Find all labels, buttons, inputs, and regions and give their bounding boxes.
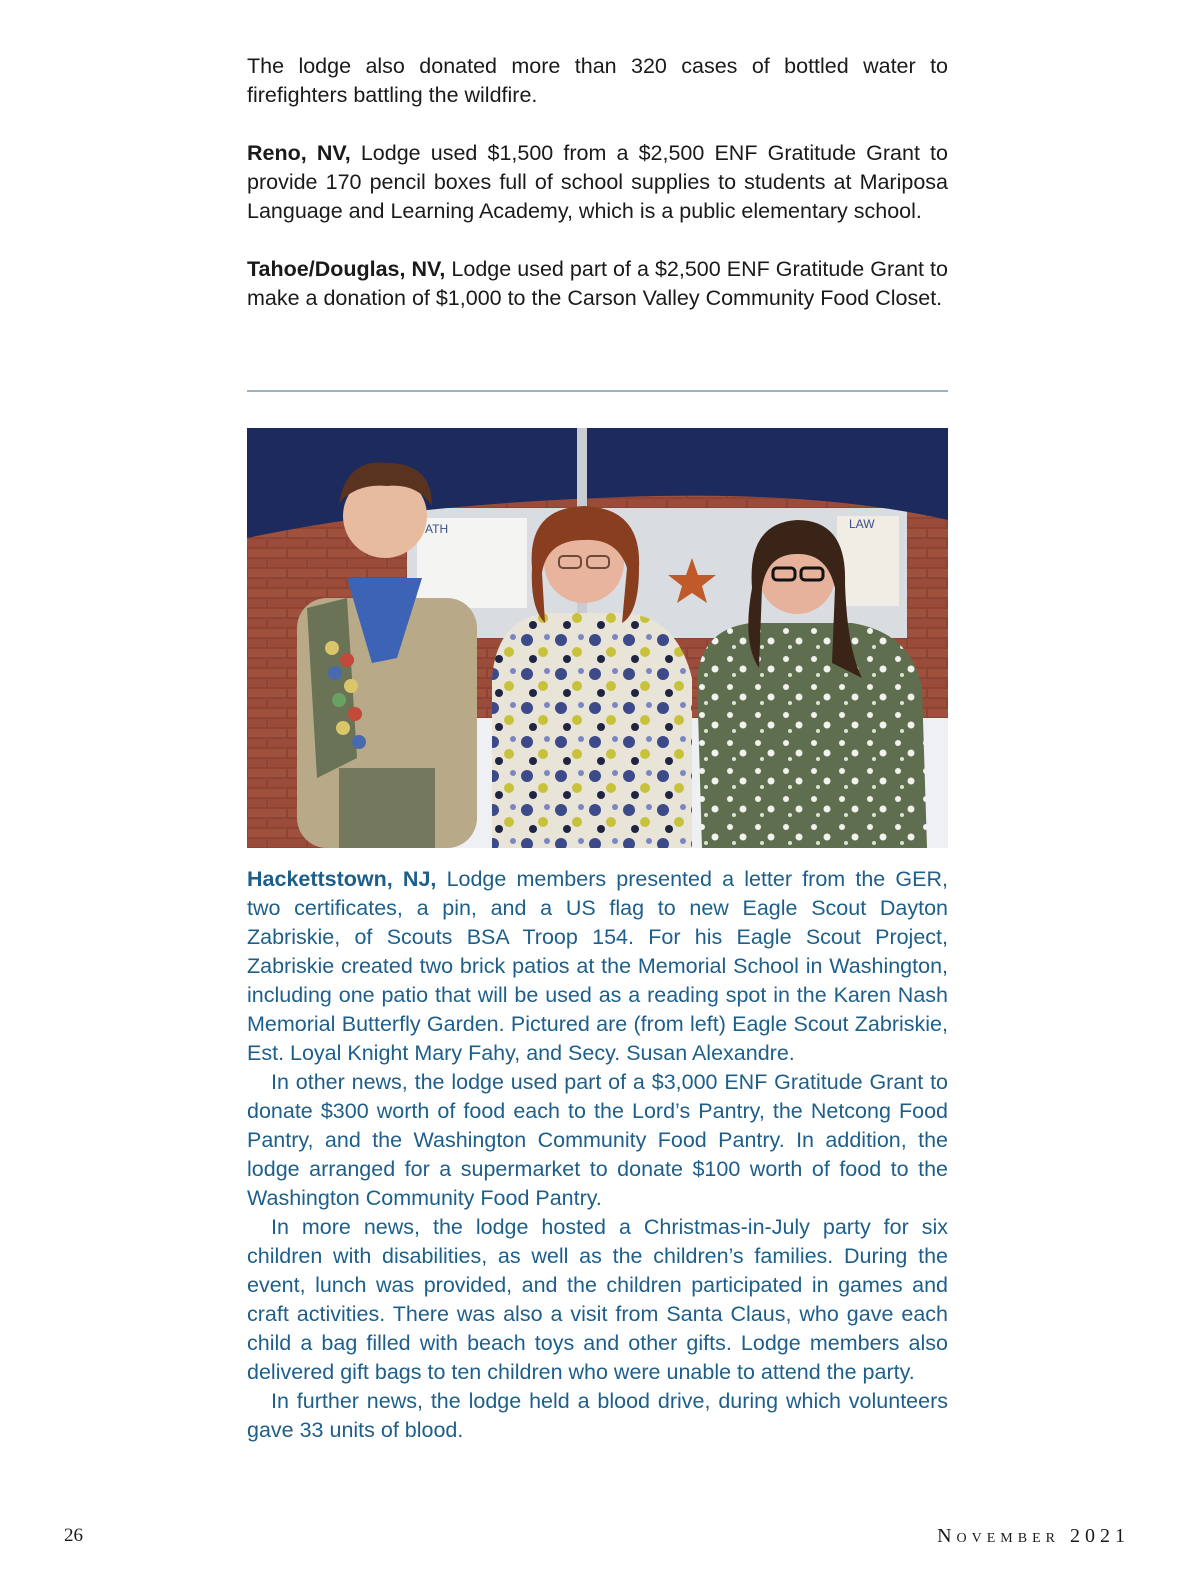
lodge-name-reno: Reno, NV,: [247, 141, 351, 165]
lodge-name-tahoe: Tahoe/Douglas, NV,: [247, 257, 446, 281]
photo-caption: [247, 865, 948, 1445]
sign-text-left: ATH: [425, 522, 449, 536]
paragraph-water-donation: The lodge also donated more than 320 cases of bottled water to firefighters battling the wildfire.: [247, 54, 948, 107]
article-top: [247, 52, 948, 313]
caption-hackettstown: [247, 865, 948, 1068]
paragraph-reno: [247, 139, 948, 226]
paragraph-christmas-party: In more news, the lodge hosted a Christmas-in-July party for six children with disabilities, as well as the children’s families. During the event, lunch was provided, and the children participated in games and craft activities. There was also a visit from Santa Claus, who gave each child a bag filled with beach toys and other gifts. Lodge members also delivered gift bags to ten children who were unable to attend the party.: [247, 1215, 948, 1384]
paragraph-reno-body: Lodge used $1,500 from a $2,500 ENF Gratitude Grant to provide 170 pencil boxes full of school supplies to students at Mariposa Language and Learning Academy, which is a public elementary school.: [247, 141, 948, 223]
issue-date: November 2021: [937, 1525, 1130, 1547]
sign-text-right: LAW: [849, 517, 875, 531]
group-photo: [247, 428, 948, 848]
section-divider: [247, 390, 948, 392]
paragraph-food-donation: In other news, the lodge used part of a $3,000 ENF Gratitude Grant to donate $300 worth of food each to the Lord’s Pantry, the Netcong Food Pantry, and the Washington Community Food Pantry. In addition, the lodge arranged for a supermarket to donate $100 worth of food to the Washington Community Food Pantry.: [247, 1070, 948, 1210]
photo-illustration: [247, 428, 948, 848]
paragraph-tahoe: [247, 255, 948, 313]
caption-hackettstown-body: Lodge members presented a letter from the GER, two certificates, a pin, and a US flag to new Eagle Scout Dayton Zabriskie, of Scouts BSA Troop 154. For his Eagle Scout Project, Zabriskie created two brick patios at the Memorial School in Washington, including one patio that will be used as a reading spot in the Karen Nash Memorial Butterfly Garden. Pictured are (from left) Eagle Scout Zabriskie, Est. Loyal Knight Mary Fahy, and Secy. Susan Alexandre.: [247, 867, 948, 1065]
page-number: 26: [64, 1525, 83, 1546]
lodge-name-hackettstown: Hackettstown, NJ,: [247, 867, 437, 891]
paragraph-blood-drive: In further news, the lodge held a blood drive, during which volunteers gave 33 units of blood.: [247, 1389, 948, 1442]
paragraph-tahoe-body: Lodge used part of a $2,500 ENF Gratitude Grant to make a donation of $1,000 to the Carson Valley Community Food Closet.: [247, 257, 948, 310]
